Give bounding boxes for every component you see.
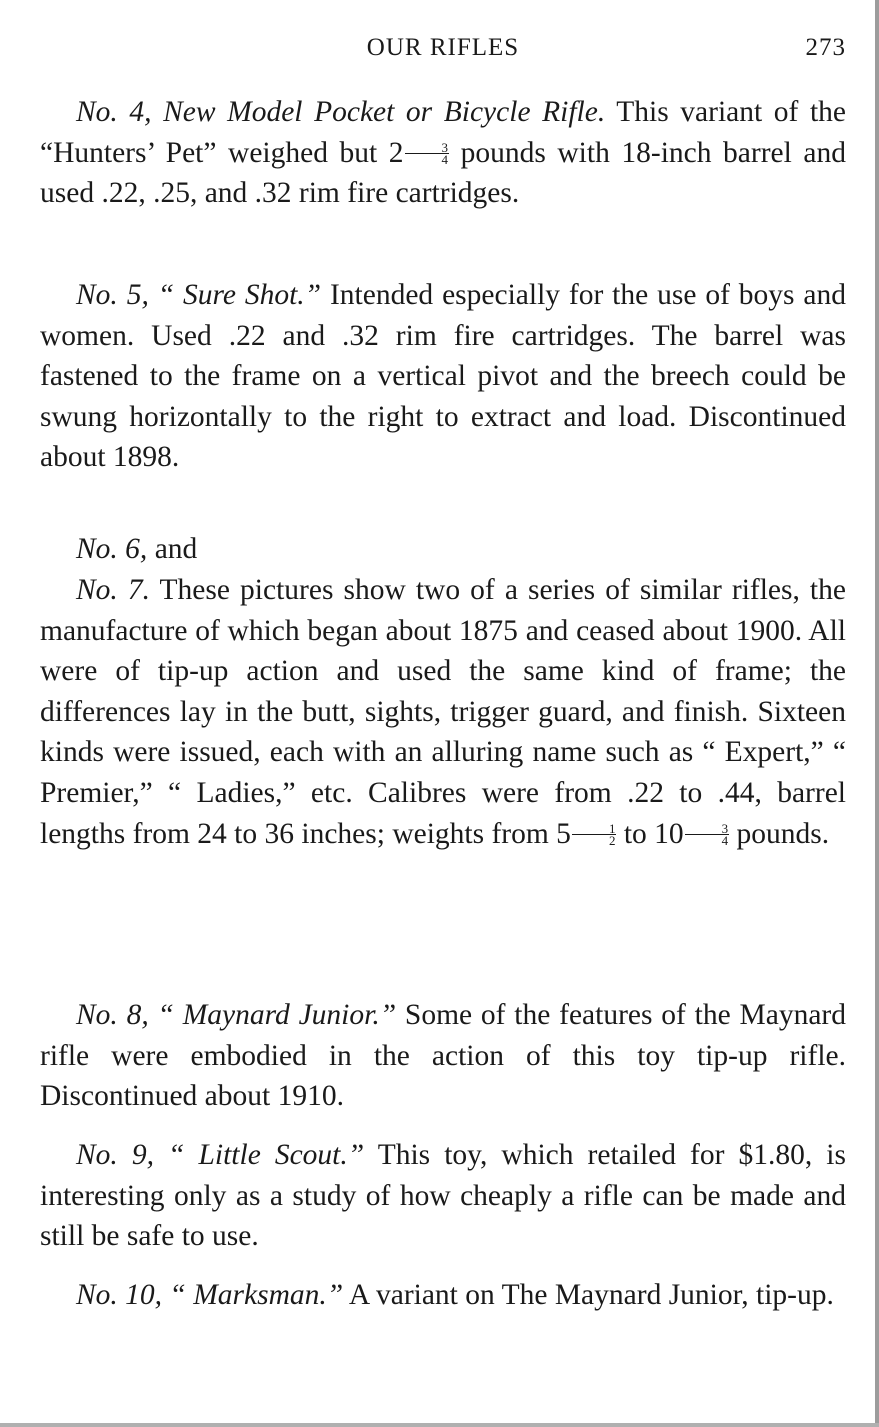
entry-title: No. 10, “ Marksman.” — [76, 1279, 344, 1311]
fraction-denominator: 2 — [608, 832, 616, 848]
fraction-denominator: 4 — [721, 832, 729, 848]
entry-title: No. 7. — [76, 574, 150, 606]
running-head: OUR RIFLES — [366, 34, 520, 61]
page-number: 273 — [805, 34, 846, 61]
entry-text: pounds. — [729, 817, 830, 850]
entry-no-9 — [40, 1135, 846, 1257]
entry-no-7 — [40, 570, 846, 854]
entry-no-6 — [40, 529, 846, 570]
fraction-numerator: 1 — [572, 823, 617, 835]
entry-text: to 10 — [616, 817, 684, 850]
fraction-denominator: 4 — [441, 151, 449, 167]
entry-title: No. 8, “ Maynard Junior.” — [76, 999, 397, 1031]
entry-text: A variant on The Maynard Junior, tip-up. — [343, 1279, 834, 1311]
fraction — [685, 820, 730, 848]
fraction — [405, 139, 450, 167]
entry-no-8 — [40, 995, 846, 1117]
fraction-numerator: 3 — [405, 142, 450, 154]
page-edge-right — [875, 0, 879, 1427]
entry-no-10 — [40, 1275, 846, 1316]
entry-text: This variant of the “Hunters’ Pet” weighed but 2 — [40, 96, 846, 169]
entry-text: Intended especially for the use of boys and women. Used .22 and .32 rim fire cartridges. The barrel was fastened to the frame on a vertical pivot and the breech could be swung horizontally to the right to extract and load. Discontinued about 1898. — [40, 279, 846, 474]
fraction — [572, 820, 617, 848]
page-header — [40, 34, 846, 70]
entry-title: No. 9, “ Little Scout.” — [76, 1139, 365, 1171]
entry-title: No. 6, — [76, 533, 148, 565]
entry-no-4 — [40, 92, 846, 214]
entry-text: These pictures show two of a series of similar rifles, the manufacture of which began about 1875 and ceased about 1900. All were of tip-up action and used the same kind of frame; the differences lay in the butt, sights, trigger guard, and finish. Sixteen kinds were issued, each with an alluring name such as “ Expert,” “ Premier,” “ Ladies,” etc. Calibres were from .22 to .44, barrel lengths from 24 to 36 inches; weights from 5 — [40, 574, 846, 850]
page-edge-bottom — [0, 1423, 879, 1427]
entry-text: pounds with 18-inch barrel and used .22, .25, and .32 rim fire cartridges. — [40, 136, 846, 210]
entry-title: No. 5, “ Sure Shot.” — [76, 279, 322, 311]
entry-text: and — [147, 533, 198, 565]
entry-no-5 — [40, 275, 846, 478]
entry-title: No. 4, New Model Pocket or Bicycle Rifle. — [76, 96, 606, 128]
entry-text: Some of the features of the Maynard rifle were embodied in the action of this toy tip-up rifle. Discontinued about 1910. — [40, 999, 846, 1113]
fraction-numerator: 3 — [685, 823, 730, 835]
entry-text: This toy, which retailed for $1.80, is interesting only as a study of how cheaply a rifle can be made and still be safe to use. — [40, 1139, 846, 1253]
